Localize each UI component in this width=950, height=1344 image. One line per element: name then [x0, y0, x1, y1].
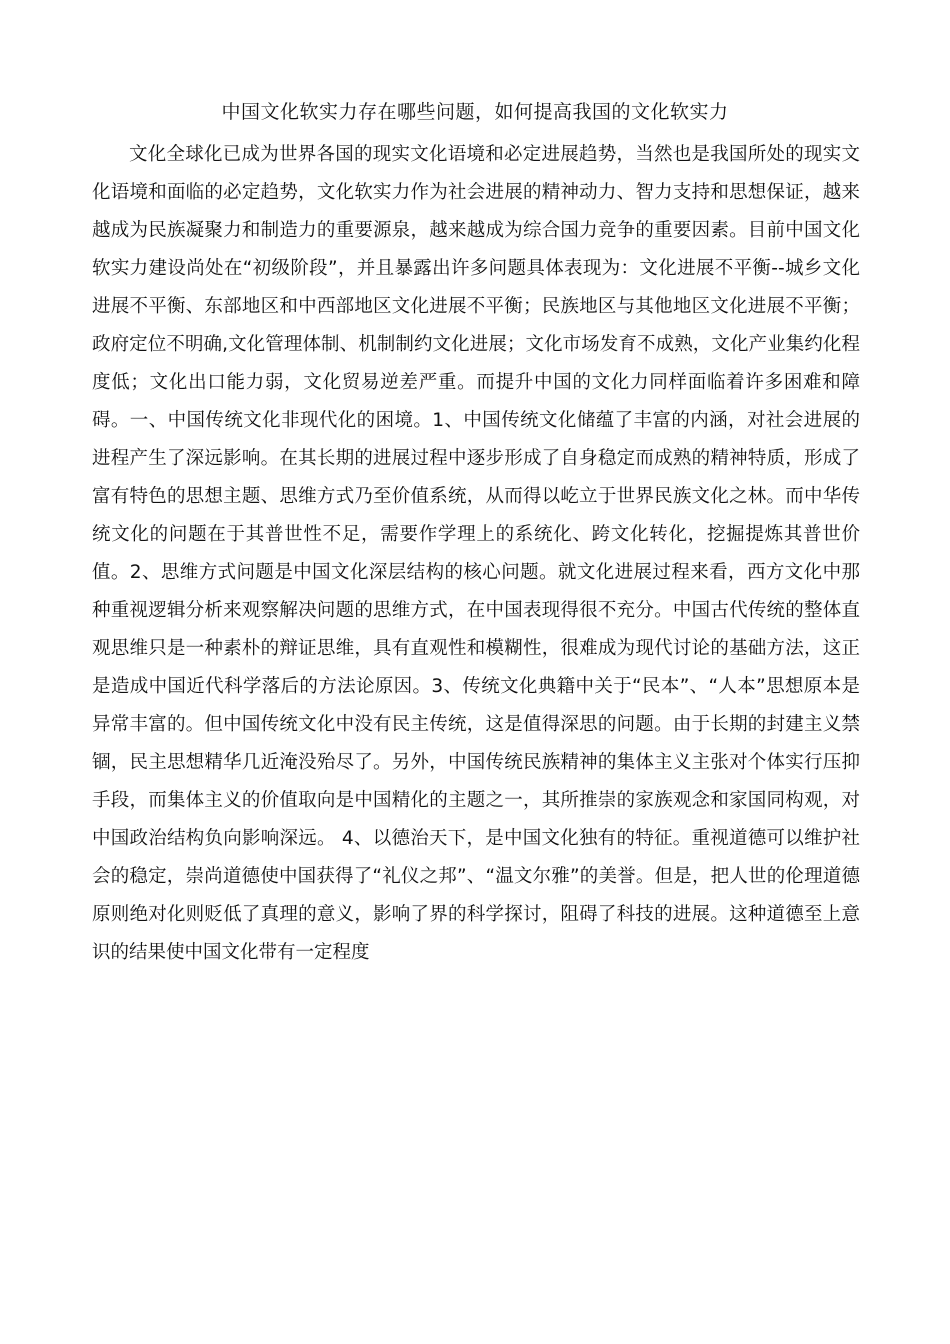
body-paragraph: 文化全球化已成为世界各国的现实文化语境和必定进展趋势，当然也是我国所处的现实文化语境和面临的必定趋势，文化软实力作为社会进展的精神动力、智力支持和思想保证，越来越成为民族凝聚力和制造力的重要源泉，越来越成为综合国力竞争的重要因素。目前中国文化软实力建设尚处在“初级阶段”，并且暴露出许多问题具体表现为：文化进展不平衡--城乡文化进展不平衡、东部地区和中西部地区文化进展不平衡；民族地区与其他地区文化进展不平衡；政府定位不明确,文化管理体制、机制制约文化进展；文化市场发育不成熟，文化产业集约化程度低；文化出口能力弱，文化贸易逆差严重。而提升中国的文化力同样面临着许多困难和障碍。一、中国传统文化非现代化的困境。1、中国传统文化储蕴了丰富的内涵，对社会进展的进程产生了深远影响。在其长期的进展过程中逐步形成了自身稳定而成熟的精神特质，形成了富有特色的思想主题、思维方式乃至价值系统，从而得以屹立于世界民族文化之林。而中华传统文化的问题在于其普世性不足，需要作学理上的系统化、跨文化转化，挖掘提炼其普世价值。2、思维方式问题是中国文化深层结构的核心问题。就文化进展过程来看，西方文化中那种重视逻辑分析来观察解决问题的思维方式，在中国表现得很不充分。中国古代传统的整体直观思维只是一种素朴的辩证思维，具有直观性和模糊性，很难成为现代讨论的基础方法，这正是造成中国近代科学落后的方法论原因。3、传统文化典籍中关于“民本”、“人本”思想原本是异常丰富的。但中国传统文化中没有民主传统，这是值得深思的问题。由于长期的封建主义禁锢，民主思想精华几近淹没殆尽了。另外，中国传统民族精神的集体主义主张对个体实行压抑手段，而集体主义的价值取向是中国精化的主题之一，其所推崇的家族观念和家国同构观，对中国政治结构负向影响深远。 4、以德治天下，是中国文化独有的特征。重视道德可以维护社会的稳定，崇尚道德使中国获得了“礼仪之邦”、“温文尔雅”的美誉。但是，把人世的伦理道德原则绝对化则贬低了真理的意义，影响了界的科学探讨，阻碍了科技的进展。这种道德至上意识的结果使中国文化带有一定程度 [92, 144, 860, 963]
document-title: 中国文化软实力存在哪些问题，如何提高我国的文化软实力 [221, 101, 729, 123]
